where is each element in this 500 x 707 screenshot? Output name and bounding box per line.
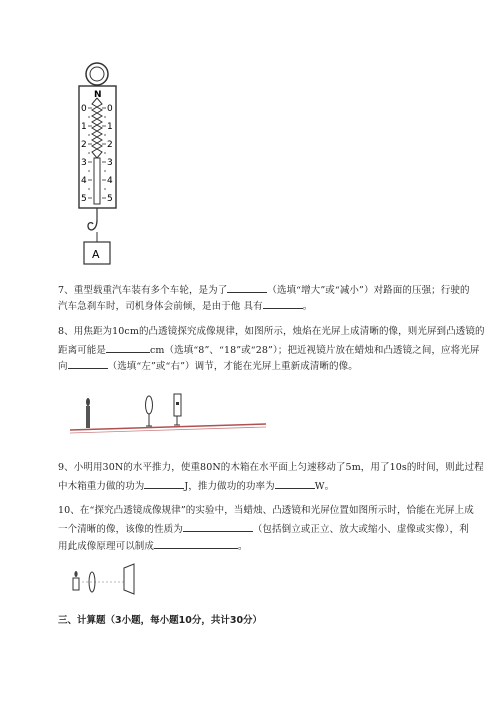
q7-blank-1[interactable] (227, 282, 267, 293)
candle-icon (73, 571, 79, 590)
q7-text-a: 7、重型载重汽车装有多个车轮，是为了 (58, 285, 228, 296)
right-tick-1: 1 (107, 122, 113, 132)
pointer-rod (94, 158, 100, 204)
right-tick-labels (107, 104, 113, 204)
right-tick-4: 4 (107, 176, 113, 186)
q9-text-b: J，推力做功的功率为 (184, 481, 275, 492)
left-tick-5: 5 (81, 194, 87, 204)
q9-line1: 9、小明用30N的水平推力，使重80N的木箱在水平面上匀速移动了5m，用了10s的时间，则此过程 (58, 462, 484, 473)
q8-text-b: cm（选填“8”、“18”或“28”）；把近视镜片放在蜡烛和凸透镜之间，应将光屏 (150, 345, 480, 356)
q7-text-d: 。 (302, 301, 313, 312)
q9-text-c: W。 (314, 481, 335, 492)
q9-blank-2[interactable] (275, 478, 315, 489)
q10-line3 (58, 538, 248, 554)
q7-line2 (58, 298, 312, 314)
q8-blank-2[interactable] (68, 358, 108, 369)
q9-blank-1[interactable] (144, 478, 184, 489)
q8-line1: 8、用焦距为10cm的凸透镜探究成像规律，如图所示，烛焰在光屏上成清晰的像，则光屏到凸透镜的 (58, 326, 485, 337)
bench-rail (70, 424, 266, 430)
q10-line2 (58, 521, 469, 537)
left-tick-1: 1 (81, 122, 87, 132)
q10-text-d: 。 (238, 541, 248, 552)
candle-icon (86, 398, 90, 428)
screen-icon (124, 564, 134, 594)
left-tick-labels (81, 104, 87, 204)
q8-line2 (58, 342, 479, 358)
q7-text-c: 汽车急刹车时，司机身体会前倾，是由于他 具有 (58, 301, 263, 312)
q10-line1: 10、在“探究凸透镜成像规律”的实验中，当蜡烛、凸透镜和光屏位置如图所示时，恰能在光屏上成 (58, 505, 474, 516)
q7-text-b: （选填“增大”或“减小”）对路面的压强；行驶的 (267, 285, 470, 296)
q10-text-b: （包括倒立或正立、放大或缩小、虚像或实像），利 (252, 524, 469, 535)
left-tick-4: 4 (81, 176, 87, 186)
scale-ring (86, 63, 108, 85)
q8-line3 (58, 358, 358, 374)
section-heading: 三、计算题（3小题，每小题10分，共计30分） (58, 615, 263, 626)
q10-text-a: 一个清晰的像，该像的性质为 (58, 524, 183, 535)
right-tick-2: 2 (107, 140, 113, 150)
lens-icon (146, 396, 153, 426)
screen-icon (174, 394, 181, 425)
spring-scale-figure (70, 60, 130, 270)
q10-blank-1[interactable] (183, 521, 253, 532)
tick-marks (88, 108, 106, 198)
left-tick-2: 2 (81, 140, 87, 150)
q9-text-a: 中木箱重力做的功为 (58, 481, 145, 492)
right-tick-0: 0 (107, 104, 113, 114)
lens-setup-figure (68, 562, 148, 598)
q10-blank-2[interactable] (154, 538, 238, 549)
q10-text-c: 用此成像原理可以制成 (58, 541, 155, 552)
q8-text-d: （选填“左”或“右”）调节，才能在光屏上重新成清晰的像。 (107, 361, 358, 372)
scale-top-label: N (94, 90, 102, 100)
scale-hook (88, 220, 97, 230)
left-tick-0: 0 (81, 104, 87, 114)
q8-text-a: 距离可能是 (58, 345, 107, 356)
q9-line2 (58, 478, 334, 494)
q7-line1 (58, 282, 470, 298)
right-tick-3: 3 (107, 158, 113, 168)
optical-bench-figure (68, 392, 268, 440)
q7-blank-2[interactable] (263, 298, 303, 309)
right-tick-5: 5 (107, 194, 113, 204)
weight-label: A (92, 248, 100, 261)
q8-blank-1[interactable] (106, 342, 150, 353)
q8-text-c: 向 (58, 361, 68, 372)
left-tick-3: 3 (81, 158, 87, 168)
